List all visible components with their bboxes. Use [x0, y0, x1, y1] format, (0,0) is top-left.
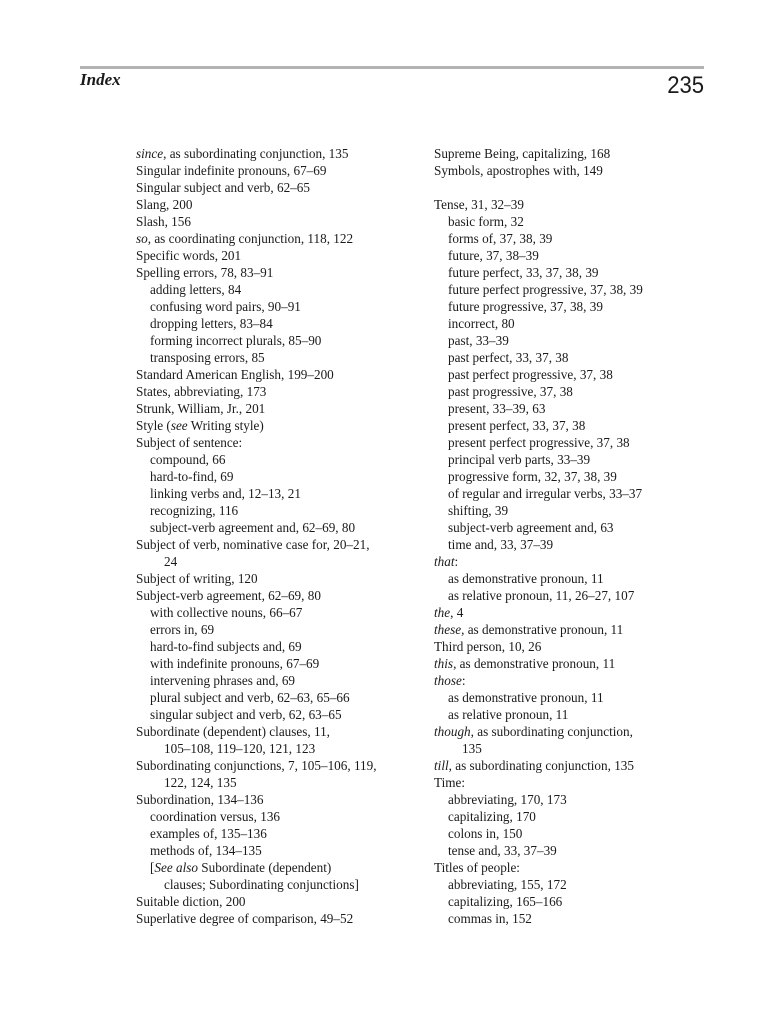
index-column-left: [136, 145, 416, 927]
index-entry: [434, 859, 714, 876]
index-subentry: [434, 247, 714, 264]
entry-text: , as subordinating conjunction,: [470, 724, 633, 739]
index-entry: [434, 145, 714, 162]
index-subentry: [434, 791, 714, 808]
entry-text: , 4: [450, 605, 464, 620]
entry-text: subject-verb agreement and, 62–69, 80: [150, 520, 356, 535]
index-entry: [434, 757, 714, 774]
entry-text: Subject of verb, nominative case for, 20–21,: [136, 537, 370, 552]
italic-term: since: [136, 146, 164, 161]
index-subentry: [434, 451, 714, 468]
index-entry: [434, 672, 714, 689]
index-subentry: [434, 366, 714, 383]
entry-text: forms of, 37, 38, 39: [448, 231, 553, 246]
index-subentry: [136, 672, 416, 689]
entry-text: recognizing, 116: [150, 503, 239, 518]
index-entry-continuation: [136, 553, 416, 570]
entry-text: compound, 66: [150, 452, 226, 467]
entry-text: progressive form, 32, 37, 38, 39: [448, 469, 617, 484]
entry-text: Titles of people:: [434, 860, 520, 875]
index-entry: [136, 196, 416, 213]
index-subentry: [434, 485, 714, 502]
entry-text: , as demonstrative pronoun, 11: [453, 656, 616, 671]
entry-text: adding letters, 84: [150, 282, 242, 297]
page-number: 235: [667, 72, 704, 99]
entry-text: Slash, 156: [136, 214, 191, 229]
entry-text: time and, 33, 37–39: [448, 537, 554, 552]
index-subentry: [434, 893, 714, 910]
entry-text: future progressive, 37, 38, 39: [448, 299, 603, 314]
index-entry: [434, 162, 714, 179]
index-subentry: [434, 383, 714, 400]
index-subentry: [434, 519, 714, 536]
index-subentry: [434, 570, 714, 587]
entry-text: dropping letters, 83–84: [150, 316, 273, 331]
index-subentry: [434, 502, 714, 519]
index-subentry: [136, 315, 416, 332]
italic-term: that: [434, 554, 455, 569]
index-subentry: [434, 587, 714, 604]
index-entry: [434, 638, 714, 655]
index-entry: [136, 247, 416, 264]
index-subentry: [434, 349, 714, 366]
index-subentry: [434, 213, 714, 230]
index-subentry: [136, 825, 416, 842]
index-subentry: [136, 808, 416, 825]
entry-text: linking verbs and, 12–13, 21: [150, 486, 301, 501]
index-entry: [136, 400, 416, 417]
entry-text: capitalizing, 165–166: [448, 894, 563, 909]
index-subentry: [136, 485, 416, 502]
entry-text: shifting, 39: [448, 503, 509, 518]
index-entry: [136, 434, 416, 451]
index-entry: [434, 553, 714, 570]
entry-text: past progressive, 37, 38: [448, 384, 573, 399]
entry-text: tense and, 33, 37–39: [448, 843, 557, 858]
index-subentry: [434, 468, 714, 485]
index-entry: [136, 723, 416, 740]
entry-text: Subordinate (dependent): [198, 860, 332, 875]
index-subentry: [434, 706, 714, 723]
entry-text: abbreviating, 155, 172: [448, 877, 567, 892]
entry-text: forming incorrect plurals, 85–90: [150, 333, 322, 348]
index-entry: [136, 757, 416, 774]
italic-term: so: [136, 231, 148, 246]
index-subentry: [434, 264, 714, 281]
index-column-right: [434, 145, 714, 927]
entry-text: of regular and irregular verbs, 33–37: [448, 486, 643, 501]
entry-text: future perfect progressive, 37, 38, 39: [448, 282, 643, 297]
entry-text: hard-to-find, 69: [150, 469, 234, 484]
entry-text: incorrect, 80: [448, 316, 515, 331]
index-entry: [434, 723, 714, 740]
entry-text: plural subject and verb, 62–63, 65–66: [150, 690, 350, 705]
entry-text: principal verb parts, 33–39: [448, 452, 591, 467]
index-subentry: [434, 689, 714, 706]
index-entry-continuation: [434, 740, 714, 757]
entry-text: Style (: [136, 418, 171, 433]
header-rule: [80, 66, 704, 69]
index-subentry: [136, 281, 416, 298]
entry-text: Subordinating conjunctions, 7, 105–106, 119,: [136, 758, 377, 773]
entry-text: Singular indefinite pronouns, 67–69: [136, 163, 327, 178]
index-entry: [136, 910, 416, 927]
entry-text: , as subordinating conjunction, 135: [448, 758, 634, 773]
entry-text: [: [150, 860, 155, 875]
index-entry: [136, 383, 416, 400]
index-subentry: [136, 298, 416, 315]
index-subentry: [434, 230, 714, 247]
entry-text: future perfect, 33, 37, 38, 39: [448, 265, 599, 280]
entry-text: past perfect, 33, 37, 38: [448, 350, 569, 365]
entry-text: :: [461, 673, 466, 688]
index-subentry: [434, 808, 714, 825]
entry-text: Third person, 10, 26: [434, 639, 542, 654]
entry-text: with indefinite pronouns, 67–69: [150, 656, 320, 671]
entry-text: future, 37, 38–39: [448, 248, 539, 263]
entry-text: , as coordinating conjunction, 118, 122: [147, 231, 354, 246]
entry-text: Subject of writing, 120: [136, 571, 258, 586]
entry-text: 135: [462, 741, 482, 756]
entry-text: as demonstrative pronoun, 11: [448, 571, 604, 586]
italic-term: these: [434, 622, 462, 637]
index-entry: [434, 774, 714, 791]
italic-term: the: [434, 605, 451, 620]
entry-text: Subject of sentence:: [136, 435, 243, 450]
index-entry: [136, 536, 416, 553]
index-subentry: [136, 451, 416, 468]
entry-text: subject-verb agreement and, 63: [448, 520, 614, 535]
entry-text: Suitable diction, 200: [136, 894, 246, 909]
entry-text: coordination versus, 136: [150, 809, 281, 824]
index-subentry: [136, 638, 416, 655]
entry-text: past, 33–39: [448, 333, 509, 348]
index-spacer: [434, 179, 714, 196]
entry-text: commas in, 152: [448, 911, 532, 926]
entry-text: Supreme Being, capitalizing, 168: [434, 146, 611, 161]
entry-text: basic form, 32: [448, 214, 524, 229]
index-subentry: [136, 706, 416, 723]
index-subentry: [136, 859, 416, 876]
index-subentry: [136, 502, 416, 519]
index-subentry: [434, 910, 714, 927]
entry-text: abbreviating, 170, 173: [448, 792, 567, 807]
entry-text: present perfect, 33, 37, 38: [448, 418, 586, 433]
index-subentry: [434, 825, 714, 842]
italic-term: See also: [154, 860, 198, 875]
entry-text: past perfect progressive, 37, 38: [448, 367, 613, 382]
entry-text: as relative pronoun, 11, 26–27, 107: [448, 588, 635, 603]
entry-text: hard-to-find subjects and, 69: [150, 639, 302, 654]
entry-text: 105–108, 119–120, 121, 123: [164, 741, 316, 756]
index-subentry: [434, 281, 714, 298]
index-entry: [136, 366, 416, 383]
italic-term: though: [434, 724, 471, 739]
index-subentry: [434, 417, 714, 434]
italic-term: till: [434, 758, 449, 773]
entry-text: Superlative degree of comparison, 49–52: [136, 911, 354, 926]
index-entry: [136, 162, 416, 179]
entry-text: errors in, 69: [150, 622, 215, 637]
entry-text: Singular subject and verb, 62–65: [136, 180, 310, 195]
index-entry: [136, 264, 416, 281]
index-subentry: [136, 519, 416, 536]
entry-text: 122, 124, 135: [164, 775, 237, 790]
index-subentry: [136, 468, 416, 485]
index-subentry: [434, 315, 714, 332]
index-subentry: [136, 349, 416, 366]
entry-text: , as subordinating conjunction, 135: [163, 146, 349, 161]
entry-text: clauses; Subordinating conjunctions]: [164, 877, 359, 892]
index-entry-continuation: [136, 740, 416, 757]
entry-text: as demonstrative pronoun, 11: [448, 690, 604, 705]
entry-text: Spelling errors, 78, 83–91: [136, 265, 274, 280]
index-entry: [136, 587, 416, 604]
index-subentry: [434, 332, 714, 349]
entry-text: methods of, 134–135: [150, 843, 262, 858]
entry-text: confusing word pairs, 90–91: [150, 299, 301, 314]
index-entry: [136, 791, 416, 808]
entry-text: Standard American English, 199–200: [136, 367, 334, 382]
entry-text: Time:: [434, 775, 466, 790]
index-entry: [136, 893, 416, 910]
index-subentry: [434, 298, 714, 315]
entry-text: Slang, 200: [136, 197, 193, 212]
index-subentry: [136, 842, 416, 859]
italic-term: those: [434, 673, 462, 688]
entry-text: present perfect progressive, 37, 38: [448, 435, 630, 450]
index-subentry: [136, 655, 416, 672]
index-subentry: [434, 536, 714, 553]
entry-text: as relative pronoun, 11: [448, 707, 569, 722]
entry-text: Subject-verb agreement, 62–69, 80: [136, 588, 321, 603]
entry-text: , as demonstrative pronoun, 11: [461, 622, 624, 637]
entry-text: intervening phrases and, 69: [150, 673, 296, 688]
entry-text: transposing errors, 85: [150, 350, 265, 365]
entry-text: capitalizing, 170: [448, 809, 536, 824]
index-entry-continuation: [136, 774, 416, 791]
index-subentry: [434, 842, 714, 859]
entry-text: colons in, 150: [448, 826, 523, 841]
section-title: Index: [80, 70, 121, 89]
index-subentry: [136, 621, 416, 638]
entry-text: Strunk, William, Jr., 201: [136, 401, 266, 416]
entry-text: with collective nouns, 66–67: [150, 605, 303, 620]
index-subentry: [136, 332, 416, 349]
entry-text: :: [454, 554, 459, 569]
entry-text: Symbols, apostrophes with, 149: [434, 163, 603, 178]
index-subentry: [434, 876, 714, 893]
index-subentry: [434, 434, 714, 451]
index-entry: [136, 417, 416, 434]
entry-text: examples of, 135–136: [150, 826, 267, 841]
entry-text: Specific words, 201: [136, 248, 242, 263]
index-entry: [434, 604, 714, 621]
index-entry-continuation: [136, 876, 416, 893]
index-subentry: [136, 689, 416, 706]
italic-term: this: [434, 656, 454, 671]
index-entry: [136, 179, 416, 196]
entry-text: present, 33–39, 63: [448, 401, 546, 416]
italic-term: see: [170, 418, 188, 433]
entry-text: States, abbreviating, 173: [136, 384, 267, 399]
entry-text: Subordinate (dependent) clauses, 11,: [136, 724, 330, 739]
index-entry: [434, 621, 714, 638]
entry-text: 24: [164, 554, 178, 569]
index-entry: [136, 145, 416, 162]
index-entry: [136, 230, 416, 247]
entry-text: Tense, 31, 32–39: [434, 197, 524, 212]
entry-text: Writing style): [187, 418, 264, 433]
entry-text: Subordination, 134–136: [136, 792, 264, 807]
index-entry: [434, 196, 714, 213]
index-subentry: [136, 604, 416, 621]
index-subentry: [434, 400, 714, 417]
index-entry: [136, 570, 416, 587]
index-entry: [434, 655, 714, 672]
entry-text: singular subject and verb, 62, 63–65: [150, 707, 342, 722]
index-entry: [136, 213, 416, 230]
